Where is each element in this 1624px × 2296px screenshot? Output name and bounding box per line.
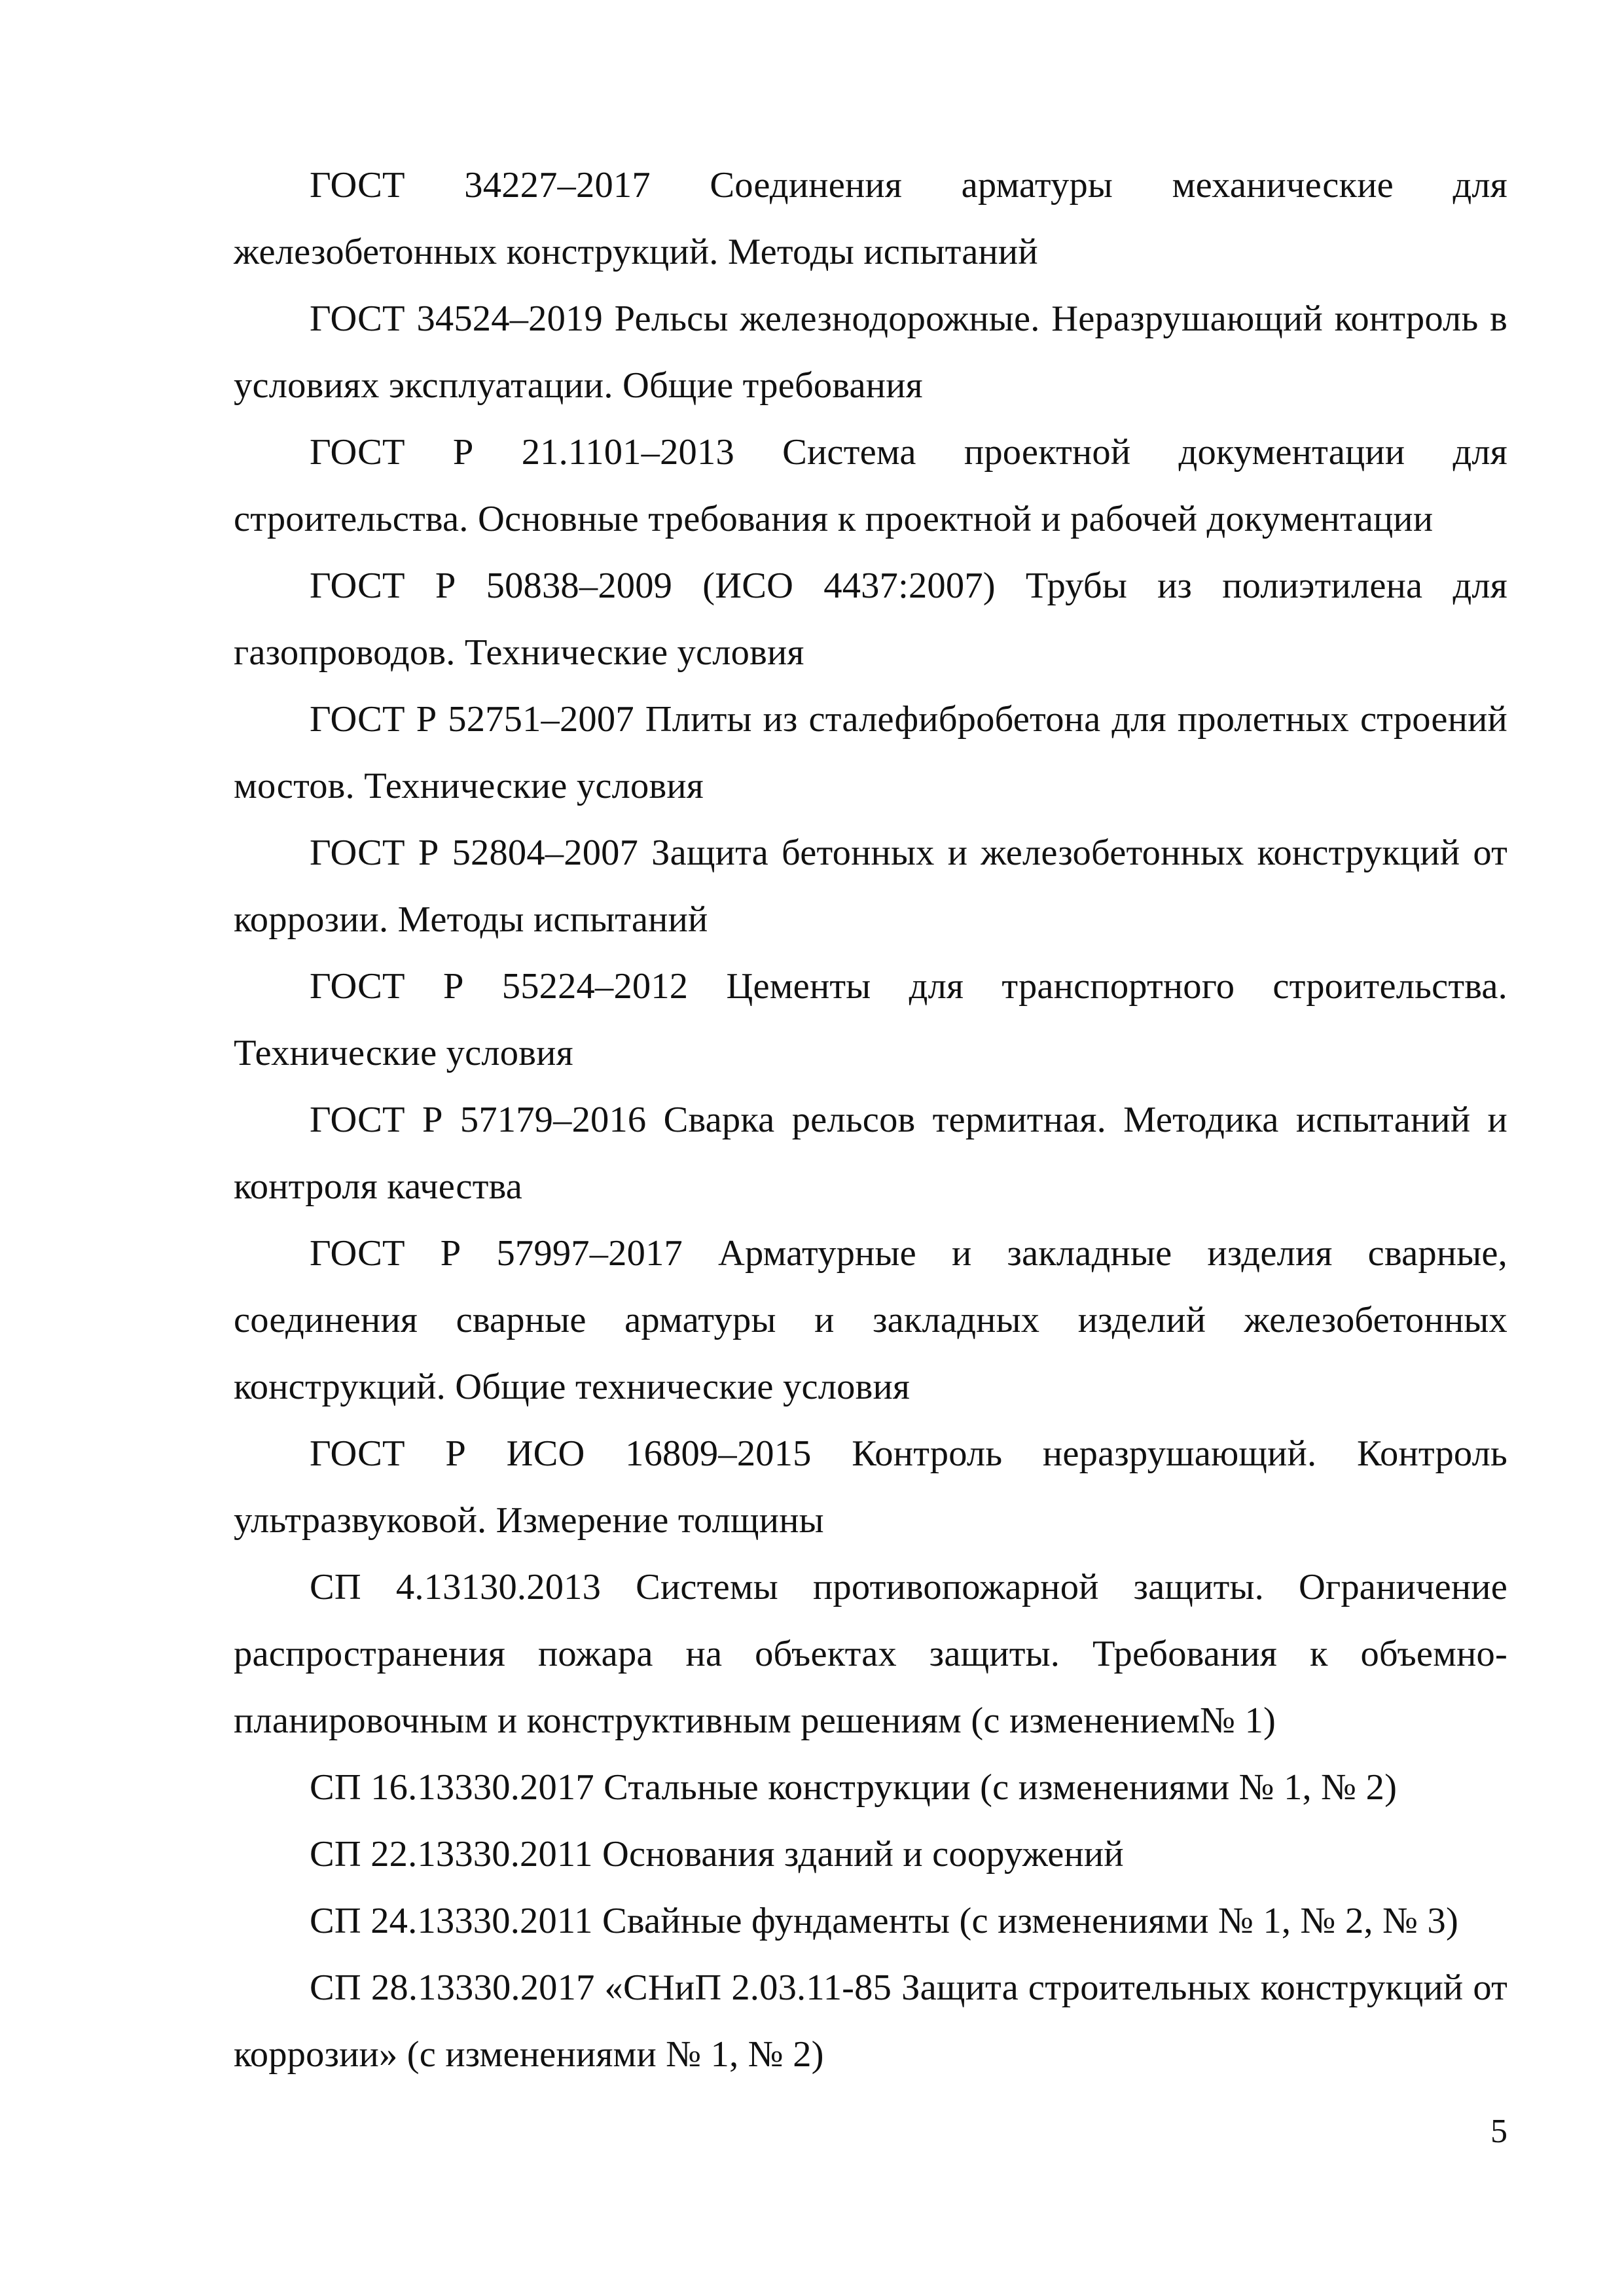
reference-entry: ГОСТ Р 57179–2016 Сварка рельсов термитная. Методика испытаний и контроля качества	[234, 1100, 1507, 1207]
reference-entry: СП 22.13330.2011 Основания зданий и сооружений	[310, 1834, 1124, 1874]
reference-entry: ГОСТ Р 50838–2009 (ИСО 4437:2007) Трубы из полиэтилена для газопроводов. Технические условия	[234, 565, 1507, 673]
reference-entry: ГОСТ 34524–2019 Рельсы железнодорожные. Неразрушающий контроль в условиях эксплуатации. Общие требования	[234, 298, 1507, 406]
reference-entry: ГОСТ Р 55224–2012 Цементы для транспортного строительства. Технические условия	[234, 966, 1507, 1073]
reference-entry: ГОСТ Р ИСО 16809–2015 Контроль неразрушающий. Контроль ультразвуковой. Измерение толщины	[234, 1433, 1507, 1541]
reference-entry: ГОСТ 34227–2017 Соединения арматуры механические для железобетонных конструкций. Методы испытаний	[234, 165, 1507, 272]
document-body	[234, 152, 1507, 2088]
reference-entry: ГОСТ Р 52804–2007 Защита бетонных и железобетонных конструкций от коррозии. Методы испытаний	[234, 833, 1507, 940]
reference-entry: ГОСТ Р 21.1101–2013 Система проектной документации для строительства. Основные требования к проектной и рабочей документации	[234, 432, 1507, 539]
reference-entry: ГОСТ Р 52751–2007 Плиты из сталефибробетона для пролетных строений мостов. Технические условия	[234, 699, 1507, 806]
reference-entry: СП 28.13330.2017 «СНиП 2.03.11-85 Защита строительных конструкций от коррозии» (с изменениями № 1, № 2)	[234, 1967, 1507, 2075]
reference-entry: СП 4.13130.2013 Системы противопожарной защиты. Ограничение распространения пожара на объектах защиты. Требования к объемно-планировочным и конструктивным решениям (с изменением№ 1)	[234, 1567, 1507, 1741]
page-number: 5	[1490, 2113, 1507, 2150]
reference-entry: ГОСТ Р 57997–2017 Арматурные и закладные изделия сварные, соединения сварные арматуры и закладных изделий железобетонных конструкций. Общие технические условия	[234, 1233, 1507, 1407]
reference-entry: СП 24.13330.2011 Свайные фундаменты (с изменениями № 1, № 2, № 3)	[310, 1901, 1458, 1941]
reference-entry: СП 16.13330.2017 Стальные конструкции (с изменениями № 1, № 2)	[310, 1767, 1398, 1808]
